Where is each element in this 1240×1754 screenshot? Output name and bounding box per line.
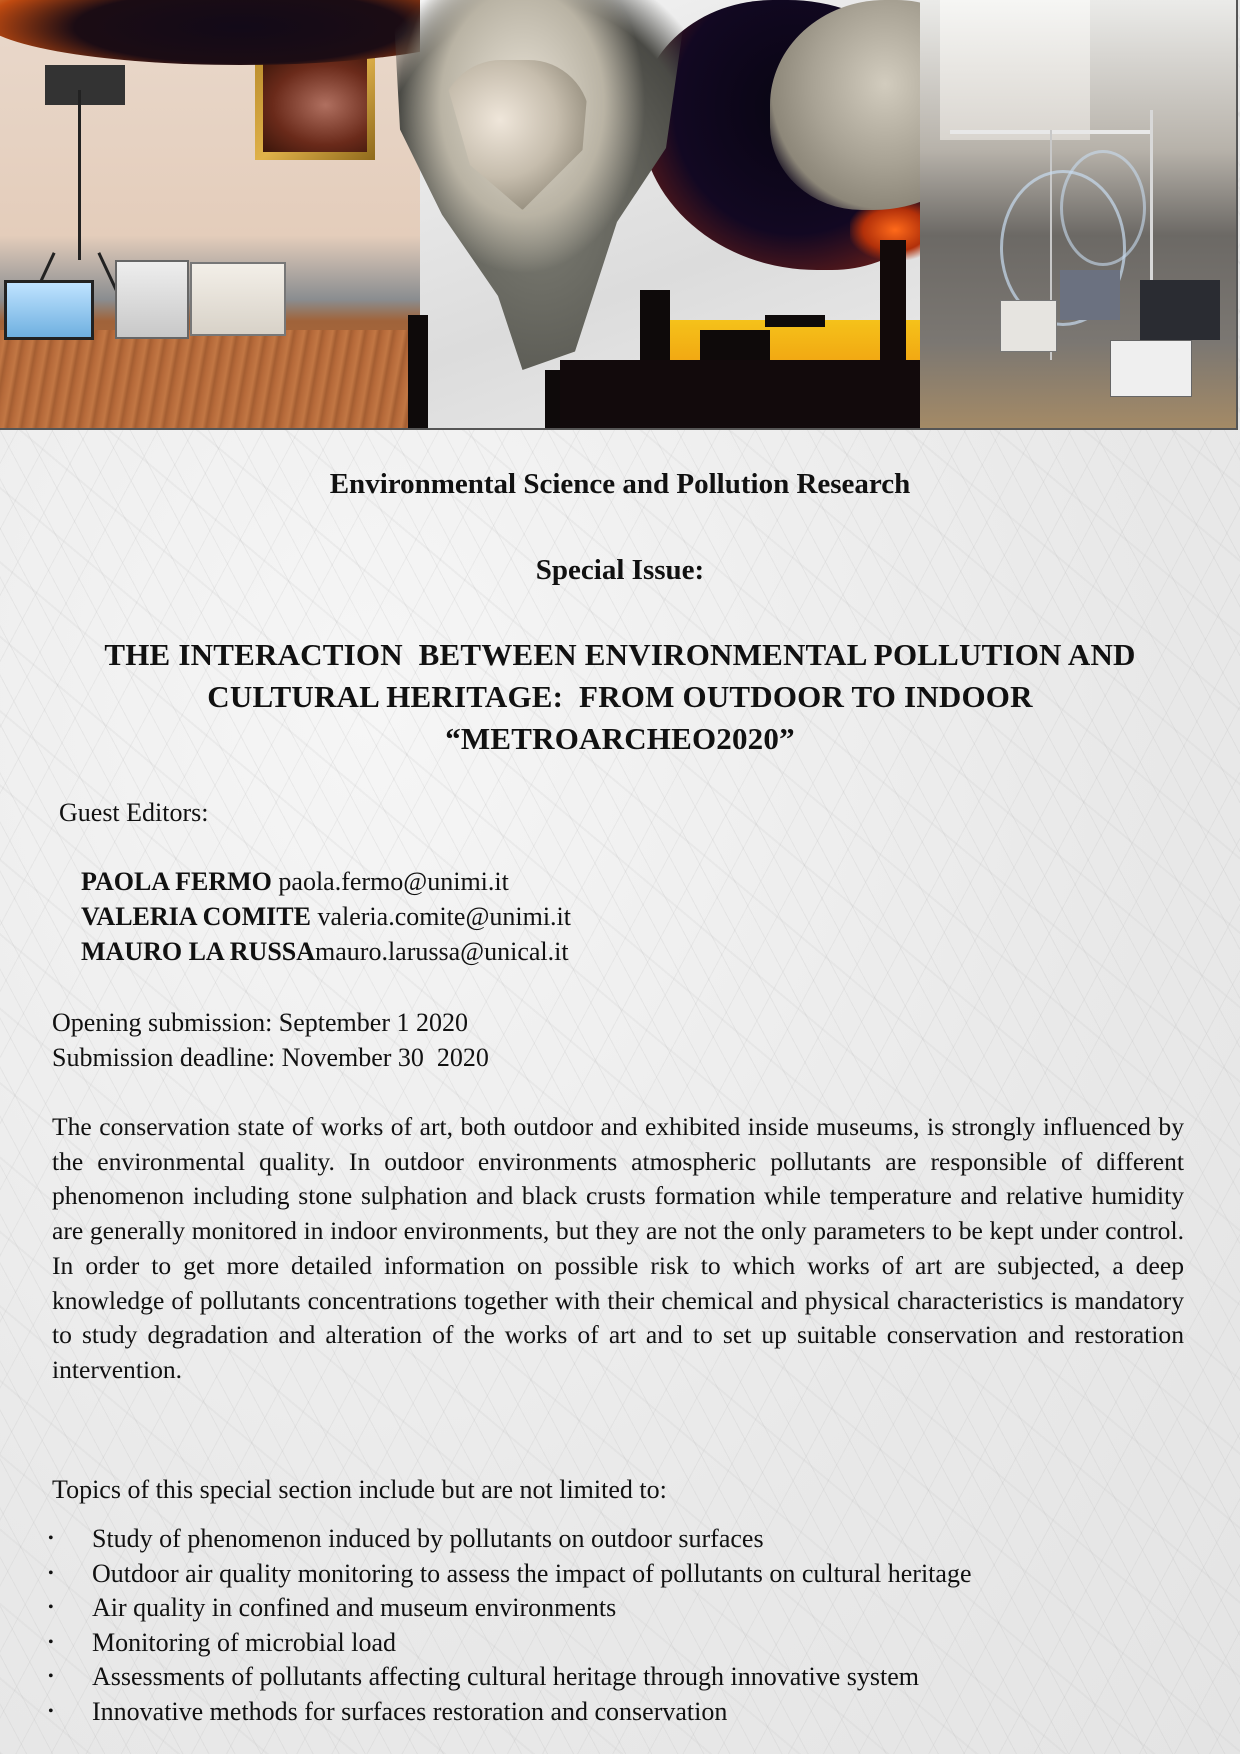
editor-email: paola.fermo@unimi.it [278, 867, 509, 896]
special-issue-title [0, 634, 1240, 760]
bullet-icon: • [48, 1702, 54, 1720]
topic-item [46, 1557, 971, 1592]
topic-item [46, 1591, 971, 1626]
submission-deadline [52, 1040, 489, 1075]
date-value: September 1 2020 [278, 1008, 468, 1037]
special-issue-label: Special Issue: [535, 554, 705, 586]
framed-painting [255, 50, 375, 160]
gas-meter [1000, 300, 1057, 352]
laptop [4, 280, 94, 340]
topics-list [46, 1522, 971, 1729]
issue-title-line: THE INTERACTION BETWEEN ENVIRONMENTAL POLLUTION AND [104, 637, 1136, 672]
vacuum-pump [1110, 340, 1192, 397]
monitoring-instrument-case [115, 260, 189, 339]
abstract-paragraph: The conservation state of works of art, both outdoor and exhibited inside museums, is strongly influenced by the environmental quality. In outdoor environments atmospheric pollutants are responsible of different phenomenon including stone sulphation and black crusts formation while temperature and relative humidity are generally monitored in indoor environments, but they are not the only parameters to be kept under control. In order to get more detailed information on possible risk to which works of art are subjected, a deep knowledge of pollutants concentrations together with their chemical and physical characteristics is mandatory to study degradation and alteration of the works of art and to set up suitable conservation and restoration intervention. [52, 1112, 1184, 1384]
topic-text: Outdoor air quality monitoring to assess the impact of pollutants on cultural heritage [92, 1558, 972, 1588]
factory-pipe [765, 315, 825, 327]
editor-row [81, 934, 571, 969]
topics-intro: Topics of this special section include but are not limited to: [52, 1475, 667, 1504]
painting-canvas [263, 58, 367, 152]
editor-name: VALERIA COMITE [81, 902, 311, 931]
topic-text: Air quality in confined and museum environments [92, 1593, 617, 1622]
sampling-tube [1060, 150, 1146, 266]
editor-email: mauro.larussa@unical.it [315, 937, 569, 966]
opening-submission [52, 1005, 489, 1040]
topic-item [46, 1626, 971, 1661]
bullet-icon: • [48, 1668, 54, 1685]
topic-text: Assessments of pollutants affecting cultural heritage through innovative system [92, 1662, 920, 1691]
bullet-icon: • [48, 1633, 54, 1651]
submission-dates [52, 1005, 489, 1075]
editor-name: PAOLA FERMO [81, 867, 272, 896]
bullet-icon: • [48, 1564, 54, 1582]
topic-text: Innovative methods for surfaces restoration and conservation [92, 1696, 728, 1726]
tripod-pole [78, 90, 81, 260]
editor-row [81, 899, 571, 934]
factory-silhouette [408, 315, 428, 428]
factory-silhouette [560, 360, 920, 428]
sensor-head [45, 65, 125, 105]
wooden-floor [0, 330, 420, 428]
editor-name: MAURO LA RUSSA [81, 937, 316, 966]
topic-item [46, 1522, 971, 1557]
guest-editors-label: Guest Editors: [59, 798, 209, 827]
journal-title: Environmental Science and Pollution Research [329, 468, 911, 500]
bullet-icon: • [48, 1599, 54, 1616]
lab-window [940, 0, 1090, 140]
date-value: November 30 2020 [281, 1043, 489, 1072]
issue-title-line: CULTURAL HERITAGE: FROM OUTDOOR TO INDOOR [207, 679, 1033, 714]
topic-item [46, 1695, 971, 1730]
date-label: Submission deadline: [52, 1043, 276, 1072]
header-banner-collage [0, 0, 1238, 430]
sampling-pump [1060, 270, 1120, 320]
topic-text: Study of phenomenon induced by pollutants on outdoor surfaces [92, 1524, 764, 1553]
sampling-pump [1140, 280, 1220, 340]
editor-row [81, 864, 571, 899]
topic-text: Monitoring of microbial load [92, 1627, 397, 1657]
topic-item [46, 1660, 971, 1695]
issue-title-line: “METROARCHEO2020” [445, 721, 795, 756]
bullet-icon: • [48, 1530, 54, 1547]
guest-editors-list [81, 864, 571, 969]
date-label: Opening submission: [52, 1008, 273, 1037]
editor-email: valeria.comite@unimi.it [317, 902, 572, 931]
monitoring-instrument-box [190, 262, 286, 336]
